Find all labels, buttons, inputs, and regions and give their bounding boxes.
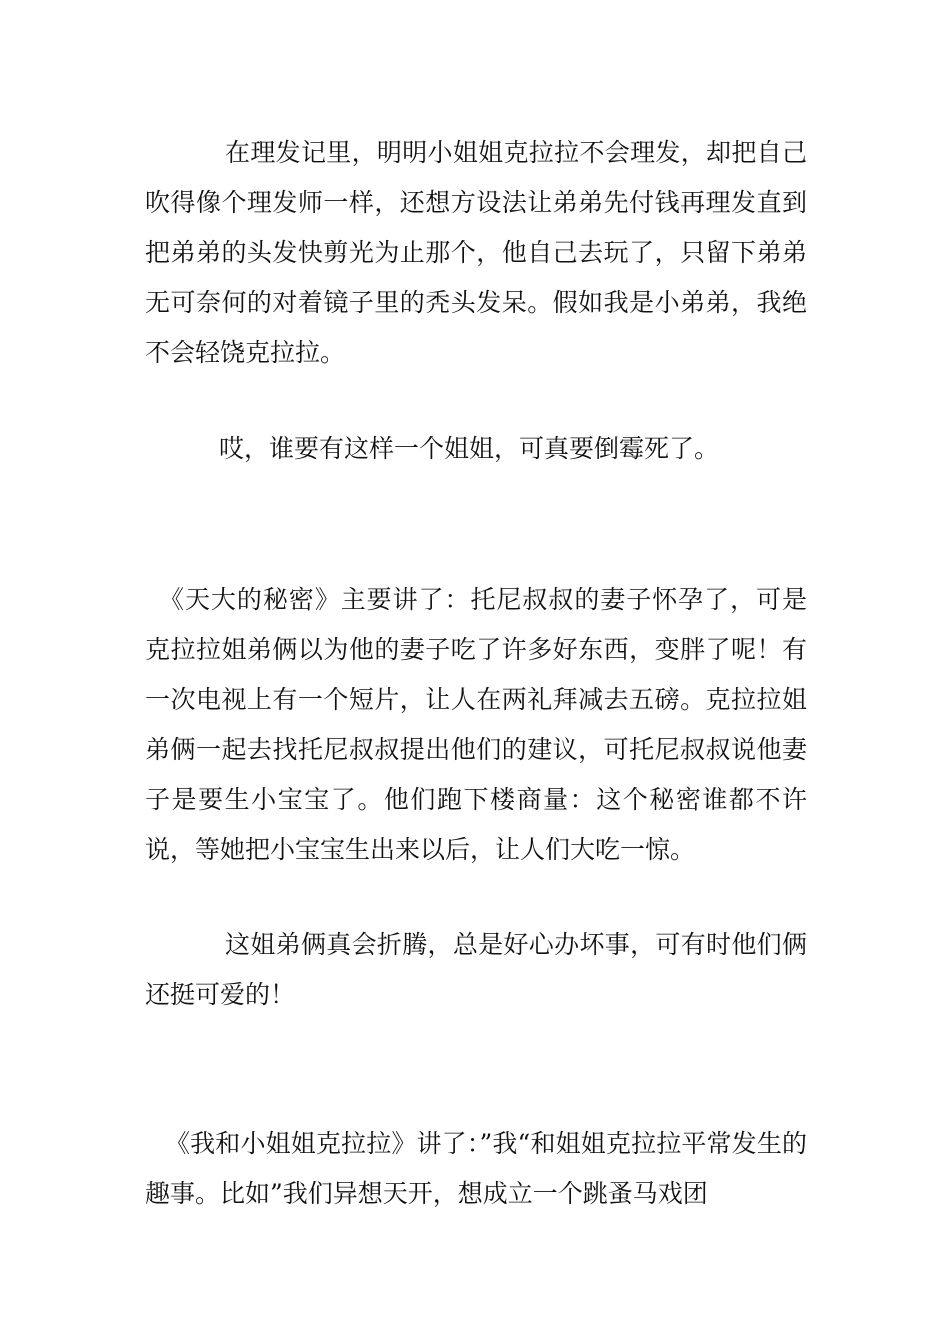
- paragraph-haircut: 在理发记里，明明小姐姐克拉拉不会理发，却把自己吹得像个理发师一样，还想方设法让弟弟先付钱再理发直到把弟弟的头发快剪光为止那个，他自己去玩了，只留下弟弟无可奈何的对着镜子里的秃头发呆。假如我是小弟弟，我绝不会轻饶克拉拉。: [145, 138, 807, 367]
- paragraph-big-secret: 《天大的秘密》主要讲了：托尼叔叔的妻子怀孕了，可是克拉拉姐弟俩以为他的妻子吃了许多好东西，变胖了呢！有一次电视上有一个短片，让人在两礼拜减去五磅。克拉拉姐弟俩一起去找托尼叔叔提出他们的建议，可托尼叔叔说他妻子是要生小宝宝了。他们跑下楼商量：这个秘密谁都不许说，等她把小宝宝生出来以后，让人们大吃一惊。: [145, 585, 807, 864]
- paragraph-sigh: 哎，谁要有这样一个姐姐，可真要倒霉死了。: [219, 434, 720, 463]
- paragraph-me-and-clara: 《我和小姐姐克拉拉》讲了：”我“和姐姐克拉拉平常发生的趣事。比如”我们异想天开，想成立一个跳蚤马戏团: [145, 1129, 807, 1208]
- paragraph-siblings-comment: 这姐弟俩真会折腾，总是好心办坏事，可有时他们俩还挺可爱的！: [145, 930, 807, 1009]
